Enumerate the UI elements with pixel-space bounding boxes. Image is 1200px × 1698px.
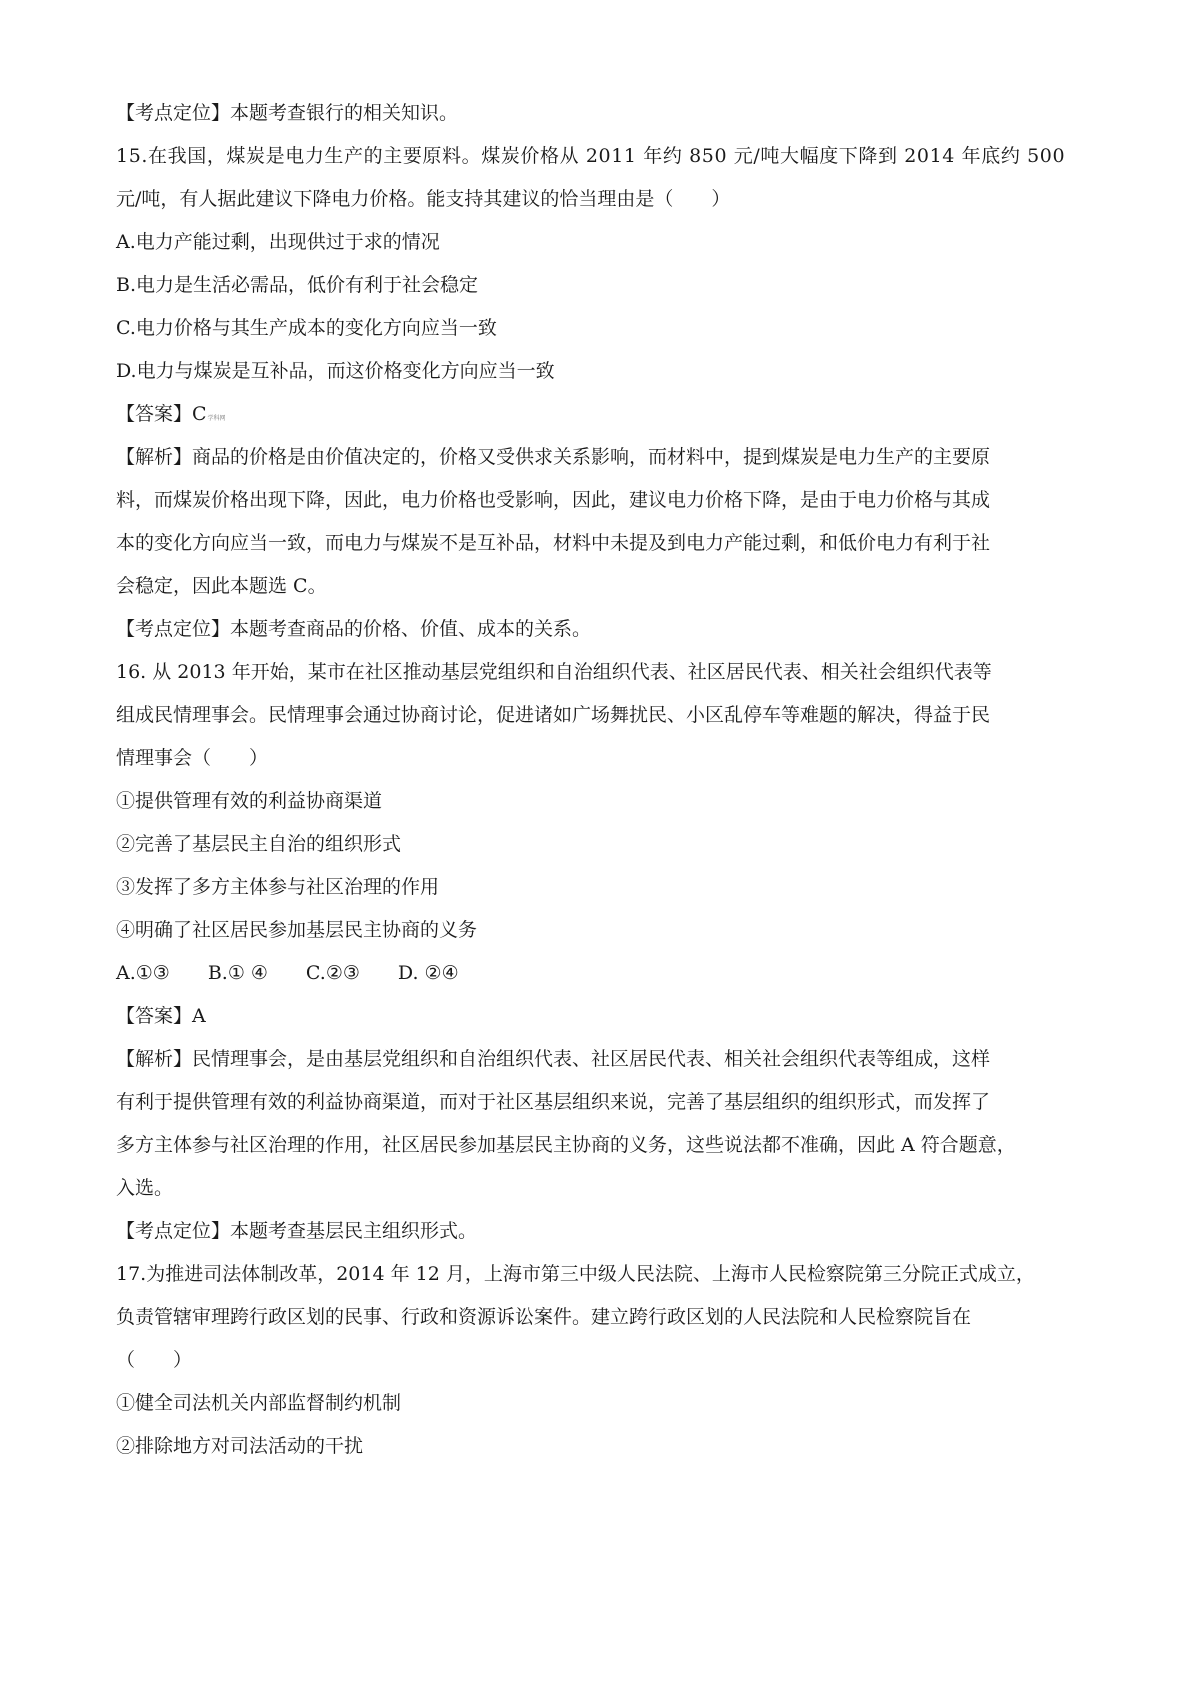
- q17-item-2: ②排除地方对司法活动的干扰: [116, 1435, 364, 1457]
- q15-option-a: A.电力产能过剩，出现供过于求的情况: [116, 231, 440, 253]
- q15-analysis-line2: 料，而煤炭价格出现下降，因此，电力价格也受影响，因此，建议电力价格下降，是由于电力价格与其成: [116, 489, 991, 511]
- q16-analysis-line3: 多方主体参与社区治理的作用，社区居民参加基层民主协商的义务，这些说法都不准确，因此 A 符合题意，: [116, 1134, 1016, 1156]
- q16-stem-line3: 情理事会（ ）: [116, 747, 269, 769]
- q15-answer: 【答案】C: [116, 403, 207, 425]
- q17-stem-line1: 17.为推进司法体制改革，2014 年 12 月，上海市第三中级人民法院、上海市人民检察院第三分院正式成立，: [116, 1263, 1035, 1285]
- q15-analysis-line1: 【解析】商品的价格是由价值决定的，价格又受供求关系影响，而材料中，提到煤炭是电力生产的主要原: [116, 446, 991, 468]
- q16-item-3: ③发挥了多方主体参与社区治理的作用: [116, 876, 440, 898]
- kaodian-previous: 【考点定位】本题考查银行的相关知识。: [116, 102, 459, 124]
- q16-answer: 【答案】A: [116, 1005, 206, 1027]
- q16-kaodian: 【考点定位】本题考查基层民主组织形式。: [116, 1220, 478, 1242]
- q15-stem-line1: 15.在我国，煤炭是电力生产的主要原料。煤炭价格从 2011 年约 850 元/吨大幅度下降到 2014 年底约 500: [116, 145, 1066, 167]
- q17-stem-line3: （ ）: [116, 1349, 193, 1371]
- q16-item-2: ②完善了基层民主自治的组织形式: [116, 833, 402, 855]
- q17-item-1: ①健全司法机关内部监督制约机制: [116, 1392, 402, 1414]
- q16-stem-line2: 组成民情理事会。民情理事会通过协商讨论，促进诸如广场舞扰民、小区乱停车等难题的解决，得益于民: [116, 704, 991, 726]
- q15-option-d: D.电力与煤炭是互补品，而这价格变化方向应当一致: [116, 360, 555, 382]
- q15-option-b: B.电力是生活必需品，低价有利于社会稳定: [116, 274, 479, 296]
- q16-analysis-line2: 有利于提供管理有效的利益协商渠道，而对于社区基层组织来说，完善了基层组织的组织形式，而发挥了: [116, 1091, 991, 1113]
- q15-kaodian: 【考点定位】本题考查商品的价格、价值、成本的关系。: [116, 618, 592, 640]
- watermark-text: 学科网: [207, 415, 226, 422]
- q15-analysis-line4: 会稳定，因此本题选 C。: [116, 575, 327, 597]
- q16-analysis-line4: 入选。: [116, 1177, 174, 1199]
- q17-stem-line2: 负责管辖审理跨行政区划的民事、行政和资源诉讼案件。建立跨行政区划的人民法院和人民检察院旨在: [116, 1306, 972, 1328]
- q16-stem-line1: 16. 从 2013 年开始，某市在社区推动基层党组织和自治组织代表、社区居民代表、相关社会组织代表等: [116, 661, 992, 683]
- q15-option-c: C.电力价格与其生产成本的变化方向应当一致: [116, 317, 497, 339]
- q15-answer-line: [116, 402, 1096, 426]
- q16-item-1: ①提供管理有效的利益协商渠道: [116, 790, 383, 812]
- q16-options: A.①③ B.① ④ C.②③ D. ②④: [116, 962, 459, 984]
- q16-analysis-line1: 【解析】民情理事会，是由基层党组织和自治组织代表、社区居民代表、相关社会组织代表等组成，这样: [116, 1048, 991, 1070]
- q16-item-4: ④明确了社区居民参加基层民主协商的义务: [116, 919, 478, 941]
- q15-analysis-line3: 本的变化方向应当一致，而电力与煤炭不是互补品，材料中未提及到电力产能过剩，和低价电力有利于社: [116, 532, 991, 554]
- q15-stem-line2: 元/吨，有人据此建议下降电力价格。能支持其建议的恰当理由是（ ）: [116, 188, 731, 210]
